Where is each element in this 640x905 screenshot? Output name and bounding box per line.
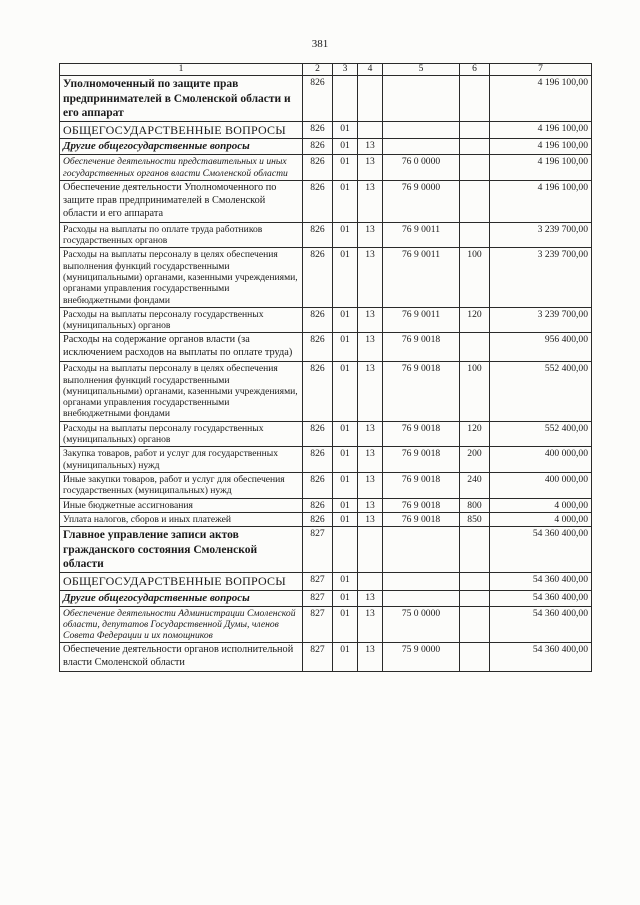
row-code-cell: 827 (303, 573, 333, 590)
table-row (60, 122, 592, 139)
row-type-cell (460, 181, 490, 223)
row-code-cell: 826 (303, 362, 333, 422)
row-code-cell: 826 (303, 498, 333, 512)
table-row (60, 447, 592, 473)
row-sum-cell: 3 239 700,00 (490, 248, 592, 308)
row-section-cell: 01 (333, 498, 358, 512)
row-sum-cell: 54 360 400,00 (490, 643, 592, 672)
row-section-cell: 01 (333, 473, 358, 499)
table-row (60, 76, 592, 122)
row-article-cell: 75 0 0000 (383, 606, 460, 643)
row-name-cell: ОБЩЕГОСУДАРСТВЕННЫЕ ВОПРОСЫ (60, 573, 303, 590)
row-sum-cell: 4 000,00 (490, 498, 592, 512)
row-name-cell: Другие общегосударственные вопросы (60, 139, 303, 155)
row-type-cell: 800 (460, 498, 490, 512)
table-row (60, 181, 592, 223)
row-article-cell: 76 0 0000 (383, 155, 460, 181)
row-section-cell: 01 (333, 447, 358, 473)
table-row (60, 512, 592, 526)
table-row (60, 362, 592, 422)
row-sum-cell: 4 196 100,00 (490, 139, 592, 155)
row-type-cell (460, 573, 490, 590)
row-article-cell: 75 9 0000 (383, 643, 460, 672)
row-code-cell: 826 (303, 333, 333, 362)
header-cell-code: 2 (303, 64, 333, 76)
row-code-cell: 826 (303, 181, 333, 223)
row-type-cell: 120 (460, 307, 490, 333)
budget-table-body (60, 64, 592, 672)
row-article-cell (383, 122, 460, 139)
row-code-cell: 826 (303, 512, 333, 526)
table-row (60, 573, 592, 590)
budget-table (59, 63, 592, 672)
row-name-cell: Расходы на выплаты персоналу государственных (муниципальных) органов (60, 307, 303, 333)
row-name-cell: Расходы на выплаты персоналу в целях обеспечения выполнения функций государственными (муниципальными) органами, казенными учреждениями, органами управления государственными внебюджетными фондами (60, 248, 303, 308)
row-subsection-cell: 13 (358, 333, 383, 362)
row-article-cell: 76 9 0011 (383, 307, 460, 333)
row-code-cell: 827 (303, 527, 333, 573)
table-row (60, 421, 592, 447)
row-section-cell: 01 (333, 421, 358, 447)
row-type-cell (460, 155, 490, 181)
row-type-cell (460, 139, 490, 155)
row-name-cell: Иные закупки товаров, работ и услуг для обеспечения государственных (муниципальных) нужд (60, 473, 303, 499)
row-name-cell: Другие общегосударственные вопросы (60, 590, 303, 606)
row-name-cell: Расходы на выплаты персоналу в целях обеспечения выполнения функций государственными (муниципальными) органами, казенными учреждениями, органами управления государственными внебюджетными фондами (60, 362, 303, 422)
row-code-cell: 826 (303, 473, 333, 499)
row-type-cell (460, 643, 490, 672)
row-sum-cell: 4 196 100,00 (490, 155, 592, 181)
row-code-cell: 826 (303, 447, 333, 473)
header-cell-subsection: 4 (358, 64, 383, 76)
row-type-cell (460, 527, 490, 573)
row-article-cell: 76 9 0018 (383, 362, 460, 422)
row-sum-cell: 552 400,00 (490, 421, 592, 447)
row-section-cell: 01 (333, 590, 358, 606)
row-subsection-cell: 13 (358, 181, 383, 223)
row-subsection-cell (358, 573, 383, 590)
row-sum-cell: 400 000,00 (490, 447, 592, 473)
row-article-cell: 76 9 0000 (383, 181, 460, 223)
row-code-cell: 827 (303, 606, 333, 643)
row-type-cell (460, 333, 490, 362)
table-row (60, 222, 592, 248)
row-article-cell: 76 9 0018 (383, 512, 460, 526)
row-type-cell (460, 76, 490, 122)
row-sum-cell: 956 400,00 (490, 333, 592, 362)
row-type-cell: 240 (460, 473, 490, 499)
table-row (60, 527, 592, 573)
row-name-cell: Обеспечение деятельности Уполномоченного по защите прав предпринимателей в Смоленской области и его аппарата (60, 181, 303, 223)
row-section-cell: 01 (333, 139, 358, 155)
table-row (60, 606, 592, 643)
row-code-cell: 826 (303, 155, 333, 181)
row-section-cell (333, 527, 358, 573)
row-name-cell: Уплата налогов, сборов и иных платежей (60, 512, 303, 526)
row-article-cell (383, 527, 460, 573)
row-code-cell: 826 (303, 222, 333, 248)
row-sum-cell: 54 360 400,00 (490, 606, 592, 643)
row-section-cell: 01 (333, 333, 358, 362)
row-section-cell: 01 (333, 606, 358, 643)
table-row (60, 248, 592, 308)
row-subsection-cell: 13 (358, 139, 383, 155)
row-section-cell: 01 (333, 248, 358, 308)
row-subsection-cell: 13 (358, 362, 383, 422)
row-section-cell: 01 (333, 643, 358, 672)
row-sum-cell: 54 360 400,00 (490, 573, 592, 590)
row-subsection-cell: 13 (358, 155, 383, 181)
row-subsection-cell: 13 (358, 606, 383, 643)
row-section-cell (333, 76, 358, 122)
row-name-cell: Расходы на выплаты персоналу государственных (муниципальных) органов (60, 421, 303, 447)
row-code-cell: 826 (303, 139, 333, 155)
row-name-cell: Расходы на выплаты по оплате труда работников государственных органов (60, 222, 303, 248)
row-type-cell (460, 590, 490, 606)
table-row (60, 333, 592, 362)
row-article-cell (383, 76, 460, 122)
row-article-cell (383, 139, 460, 155)
table-row (60, 473, 592, 499)
row-name-cell: Обеспечение деятельности Администрации Смоленской области, депутатов Государственной Думы, членов Совета Федерации и их помощников (60, 606, 303, 643)
row-subsection-cell: 13 (358, 222, 383, 248)
row-article-cell (383, 573, 460, 590)
row-section-cell: 01 (333, 122, 358, 139)
row-section-cell: 01 (333, 155, 358, 181)
row-sum-cell: 54 360 400,00 (490, 527, 592, 573)
table-row (60, 643, 592, 672)
row-type-cell: 100 (460, 362, 490, 422)
row-article-cell: 76 9 0011 (383, 222, 460, 248)
row-article-cell: 76 9 0018 (383, 498, 460, 512)
row-subsection-cell (358, 122, 383, 139)
row-subsection-cell: 13 (358, 498, 383, 512)
row-sum-cell: 4 196 100,00 (490, 76, 592, 122)
row-name-cell: Главное управление записи актов гражданского состояния Смоленской области (60, 527, 303, 573)
row-article-cell: 76 9 0018 (383, 421, 460, 447)
row-subsection-cell: 13 (358, 307, 383, 333)
table-row (60, 590, 592, 606)
row-subsection-cell: 13 (358, 447, 383, 473)
header-row (60, 64, 592, 76)
row-code-cell: 826 (303, 307, 333, 333)
row-type-cell (460, 222, 490, 248)
row-code-cell: 826 (303, 248, 333, 308)
row-type-cell: 100 (460, 248, 490, 308)
row-name-cell: Иные бюджетные ассигнования (60, 498, 303, 512)
header-cell-section: 3 (333, 64, 358, 76)
row-name-cell: Обеспечение деятельности представительных и иных государственных органов власти Смоленской области (60, 155, 303, 181)
row-code-cell: 826 (303, 122, 333, 139)
row-article-cell: 76 9 0018 (383, 333, 460, 362)
header-cell-name: 1 (60, 64, 303, 76)
row-section-cell: 01 (333, 362, 358, 422)
row-name-cell: Обеспечение деятельности органов исполнительной власти Смоленской области (60, 643, 303, 672)
row-code-cell: 826 (303, 76, 333, 122)
row-code-cell: 827 (303, 643, 333, 672)
table-row (60, 307, 592, 333)
row-type-cell (460, 122, 490, 139)
page-number: 381 (311, 38, 329, 50)
row-subsection-cell: 13 (358, 248, 383, 308)
row-article-cell: 76 9 0011 (383, 248, 460, 308)
row-section-cell: 01 (333, 307, 358, 333)
row-code-cell: 826 (303, 421, 333, 447)
row-section-cell: 01 (333, 512, 358, 526)
row-name-cell: Закупка товаров, работ и услуг для государственных (муниципальных) нужд (60, 447, 303, 473)
table-row (60, 155, 592, 181)
header-cell-article: 5 (383, 64, 460, 76)
row-name-cell: ОБЩЕГОСУДАРСТВЕННЫЕ ВОПРОСЫ (60, 122, 303, 139)
row-sum-cell: 3 239 700,00 (490, 222, 592, 248)
row-subsection-cell: 13 (358, 473, 383, 499)
row-subsection-cell: 13 (358, 421, 383, 447)
row-sum-cell: 4 000,00 (490, 512, 592, 526)
row-article-cell (383, 590, 460, 606)
row-section-cell: 01 (333, 573, 358, 590)
row-name-cell: Уполномоченный по защите прав предпринимателей в Смоленской области и его аппарат (60, 76, 303, 122)
row-section-cell: 01 (333, 181, 358, 223)
table-row (60, 498, 592, 512)
row-sum-cell: 4 196 100,00 (490, 181, 592, 223)
row-sum-cell: 552 400,00 (490, 362, 592, 422)
row-type-cell (460, 606, 490, 643)
row-article-cell: 76 9 0018 (383, 447, 460, 473)
row-type-cell: 200 (460, 447, 490, 473)
row-subsection-cell: 13 (358, 590, 383, 606)
row-name-cell: Расходы на содержание органов власти (за исключением расходов на выплаты по оплате труда) (60, 333, 303, 362)
row-code-cell: 827 (303, 590, 333, 606)
row-sum-cell: 3 239 700,00 (490, 307, 592, 333)
row-subsection-cell (358, 527, 383, 573)
table-row (60, 139, 592, 155)
row-sum-cell: 54 360 400,00 (490, 590, 592, 606)
row-article-cell: 76 9 0018 (383, 473, 460, 499)
header-cell-sum: 7 (490, 64, 592, 76)
row-subsection-cell: 13 (358, 643, 383, 672)
header-cell-type: 6 (460, 64, 490, 76)
row-sum-cell: 400 000,00 (490, 473, 592, 499)
row-subsection-cell: 13 (358, 512, 383, 526)
row-type-cell: 120 (460, 421, 490, 447)
row-sum-cell: 4 196 100,00 (490, 122, 592, 139)
row-section-cell: 01 (333, 222, 358, 248)
row-type-cell: 850 (460, 512, 490, 526)
row-subsection-cell (358, 76, 383, 122)
